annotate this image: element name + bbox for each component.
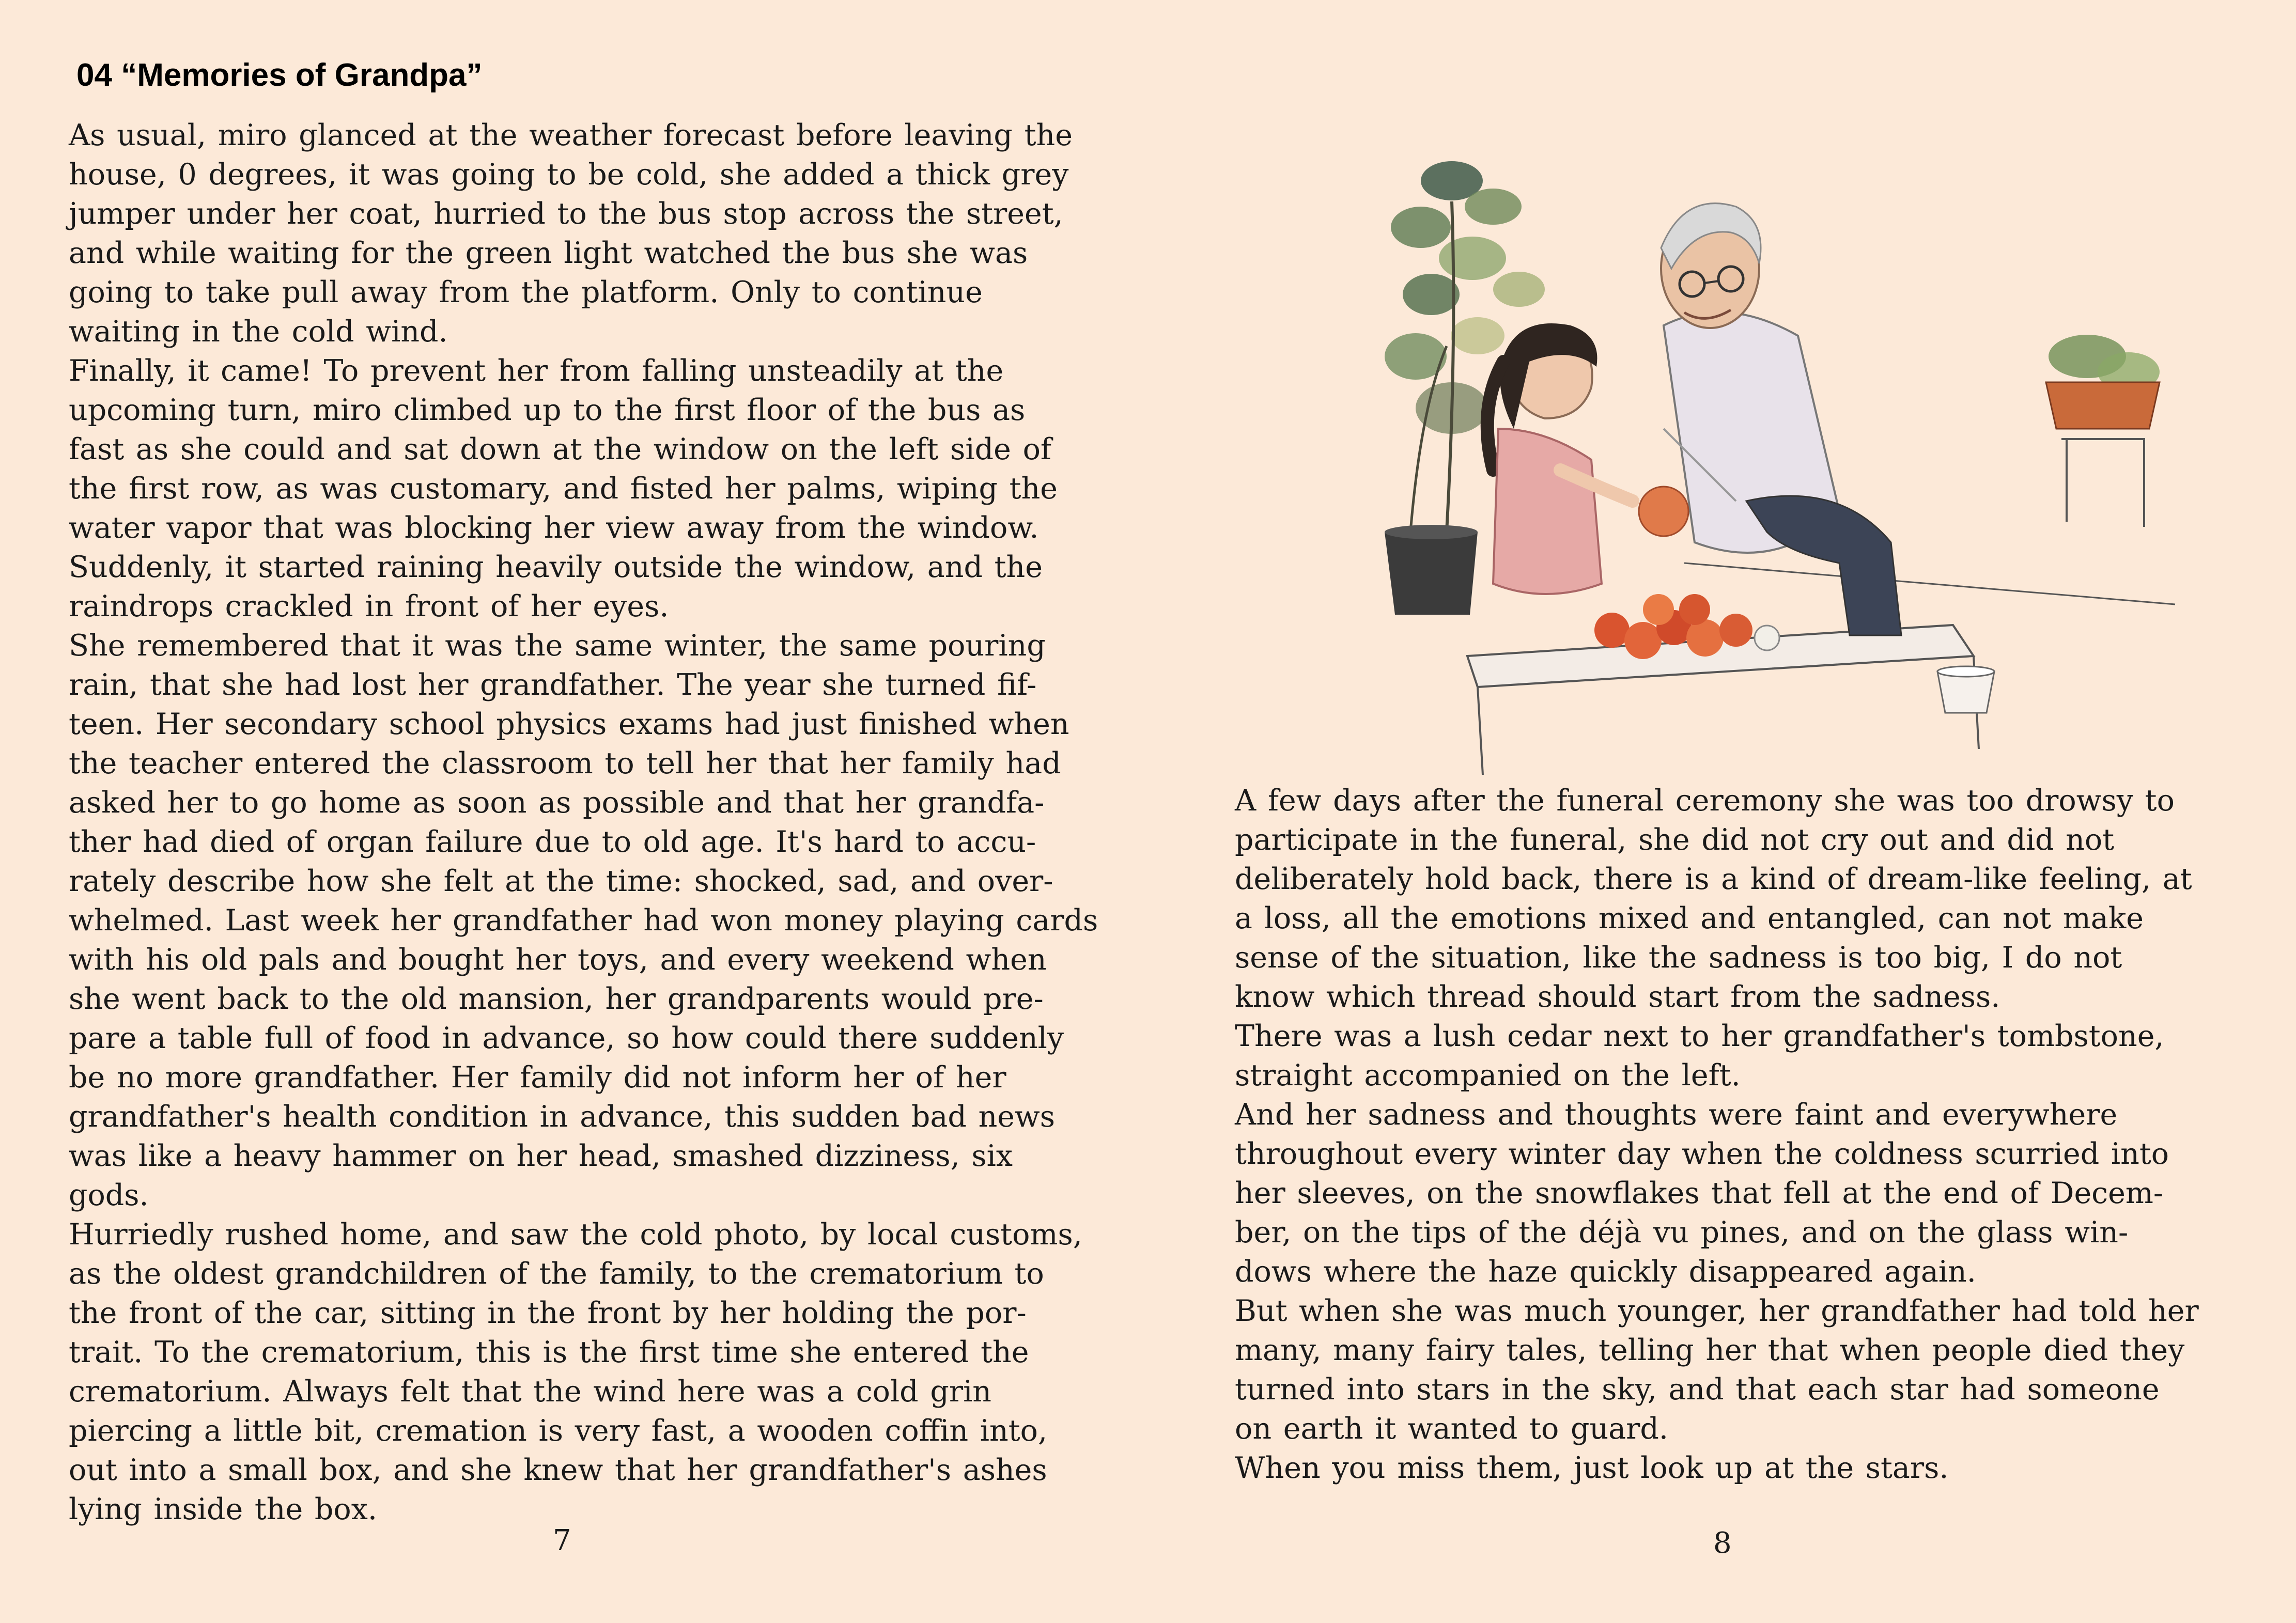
body-line: a loss, all the emotions mixed and entangled, can not make	[1235, 901, 2144, 935]
body-line: on earth it wanted to guard.	[1235, 1412, 1669, 1446]
body-line: raindrops crackled in front of her eyes.	[69, 589, 669, 623]
body-line: straight accompanied on the left.	[1235, 1058, 1741, 1093]
page-number-right: 8	[1713, 1526, 1732, 1560]
body-line: throughout every winter day when the coldness scurried into	[1235, 1137, 2169, 1171]
body-line: grandfather's health condition in advance, this sudden bad news	[69, 1100, 1056, 1134]
body-line: ber, on the tips of the déjà vu pines, and on the glass win-	[1235, 1215, 2129, 1250]
body-line: many, many fairy tales, telling her that when people died they	[1235, 1333, 2185, 1367]
body-line: asked her to go home as soon as possible and that her grandfa-	[69, 786, 1045, 820]
table-icon	[1467, 563, 2175, 775]
body-line: When you miss them, just look up at the stars.	[1235, 1451, 1949, 1485]
body-line: and while waiting for the green light watched the bus she was	[69, 236, 1028, 270]
flower-pot-icon	[1385, 525, 1478, 615]
body-line: gods.	[69, 1178, 149, 1212]
body-line: be no more grandfather. Her family did not inform her of her	[69, 1060, 1006, 1095]
body-line: the teacher entered the classroom to tell her that her family had	[69, 746, 1061, 781]
body-line: was like a heavy hammer on her head, smashed dizziness, six	[69, 1139, 1013, 1173]
potted-plant-icon	[2046, 335, 2160, 527]
cup-icon	[1937, 666, 1994, 713]
body-line: piercing a little bit, cremation is very fast, a wooden coffin into,	[69, 1414, 1048, 1448]
body-line: dows where the haze quickly disappeared again.	[1235, 1255, 1976, 1289]
body-line: There was a lush cedar next to her grandfather's tombstone,	[1235, 1019, 2164, 1053]
body-line: know which thread should start from the sadness.	[1235, 980, 2000, 1014]
body-line: Finally, it came! To prevent her from falling unsteadily at the	[69, 354, 1004, 388]
body-line: the first row, as was customary, and fisted her palms, wiping the	[69, 472, 1058, 506]
body-line: upcoming turn, miro climbed up to the first floor of the bus as	[69, 393, 1026, 427]
body-line: she went back to the old mansion, her grandparents would pre-	[69, 982, 1044, 1016]
body-line: Hurriedly rushed home, and saw the cold photo, by local customs,	[69, 1218, 1082, 1252]
body-line: rain, that she had lost her grandfather. The year she turned fif-	[69, 668, 1037, 702]
body-line: But when she was much younger, her grandfather had told her	[1235, 1294, 2199, 1328]
body-line: crematorium. Always felt that the wind here was a cold grin	[69, 1375, 992, 1409]
body-line: her sleeves, on the snowflakes that fell at the end of Decem-	[1235, 1176, 2164, 1210]
body-line: out into a small box, and she knew that her grandfather's ashes	[69, 1453, 1047, 1487]
body-line: waiting in the cold wind.	[69, 315, 448, 349]
body-line: rately describe how she felt at the time: shocked, sad, and over-	[69, 864, 1053, 898]
body-line: trait. To the crematorium, this is the first time she entered the	[69, 1335, 1029, 1369]
body-line: As usual, miro glanced at the weather forecast before leaving the	[69, 118, 1073, 152]
body-line: She remembered that it was the same winter, the same pouring	[69, 629, 1046, 663]
body-line: participate in the funeral, she did not cry out and did not	[1235, 823, 2115, 857]
body-line: the front of the car, sitting in the front by her holding the por-	[69, 1296, 1027, 1330]
body-line: fast as she could and sat down at the window on the left side of	[69, 432, 1051, 466]
body-line: turned into stars in the sky, and that each star had someone	[1235, 1372, 2160, 1407]
body-line: Suddenly, it started raining heavily outside the window, and the	[69, 550, 1043, 584]
body-line: going to take pull away from the platform. Only to continue	[69, 275, 983, 309]
body-line: as the oldest grandchildren of the family, to the crematorium to	[69, 1257, 1044, 1291]
chapter-title: 04 “Memories of Grandpa”	[76, 57, 483, 93]
body-line: teen. Her secondary school physics exams had just finished when	[69, 707, 1069, 741]
body-line: sense of the situation, like the sadness is too big, I do not	[1235, 941, 2122, 975]
grandfather-and-girl-illustration-icon	[1374, 139, 2201, 780]
body-line: deliberately hold back, there is a kind of dream-like feeling, at	[1235, 862, 2192, 896]
body-line: And her sadness and thoughts were faint and everywhere	[1235, 1098, 2118, 1132]
body-line: whelmed. Last week her grandfather had won money playing cards	[69, 903, 1098, 938]
body-line: lying inside the box.	[69, 1492, 377, 1526]
body-line: house, 0 degrees, it was going to be cold, she added a thick grey	[69, 158, 1069, 192]
body-line: ther had died of organ failure due to old age. It's hard to accu-	[69, 825, 1036, 859]
body-line: A few days after the funeral ceremony she was too drowsy to	[1235, 784, 2175, 818]
girl-figure-icon	[1487, 323, 1633, 594]
body-line: with his old pals and bought her toys, and every weekend when	[69, 943, 1047, 977]
body-line: pare a table full of food in advance, so how could there suddenly	[69, 1021, 1064, 1055]
page-number-left: 7	[553, 1524, 571, 1557]
body-line: water vapor that was blocking her view away from the window.	[69, 511, 1039, 545]
body-line: jumper under her coat, hurried to the bus stop across the street,	[69, 197, 1063, 231]
